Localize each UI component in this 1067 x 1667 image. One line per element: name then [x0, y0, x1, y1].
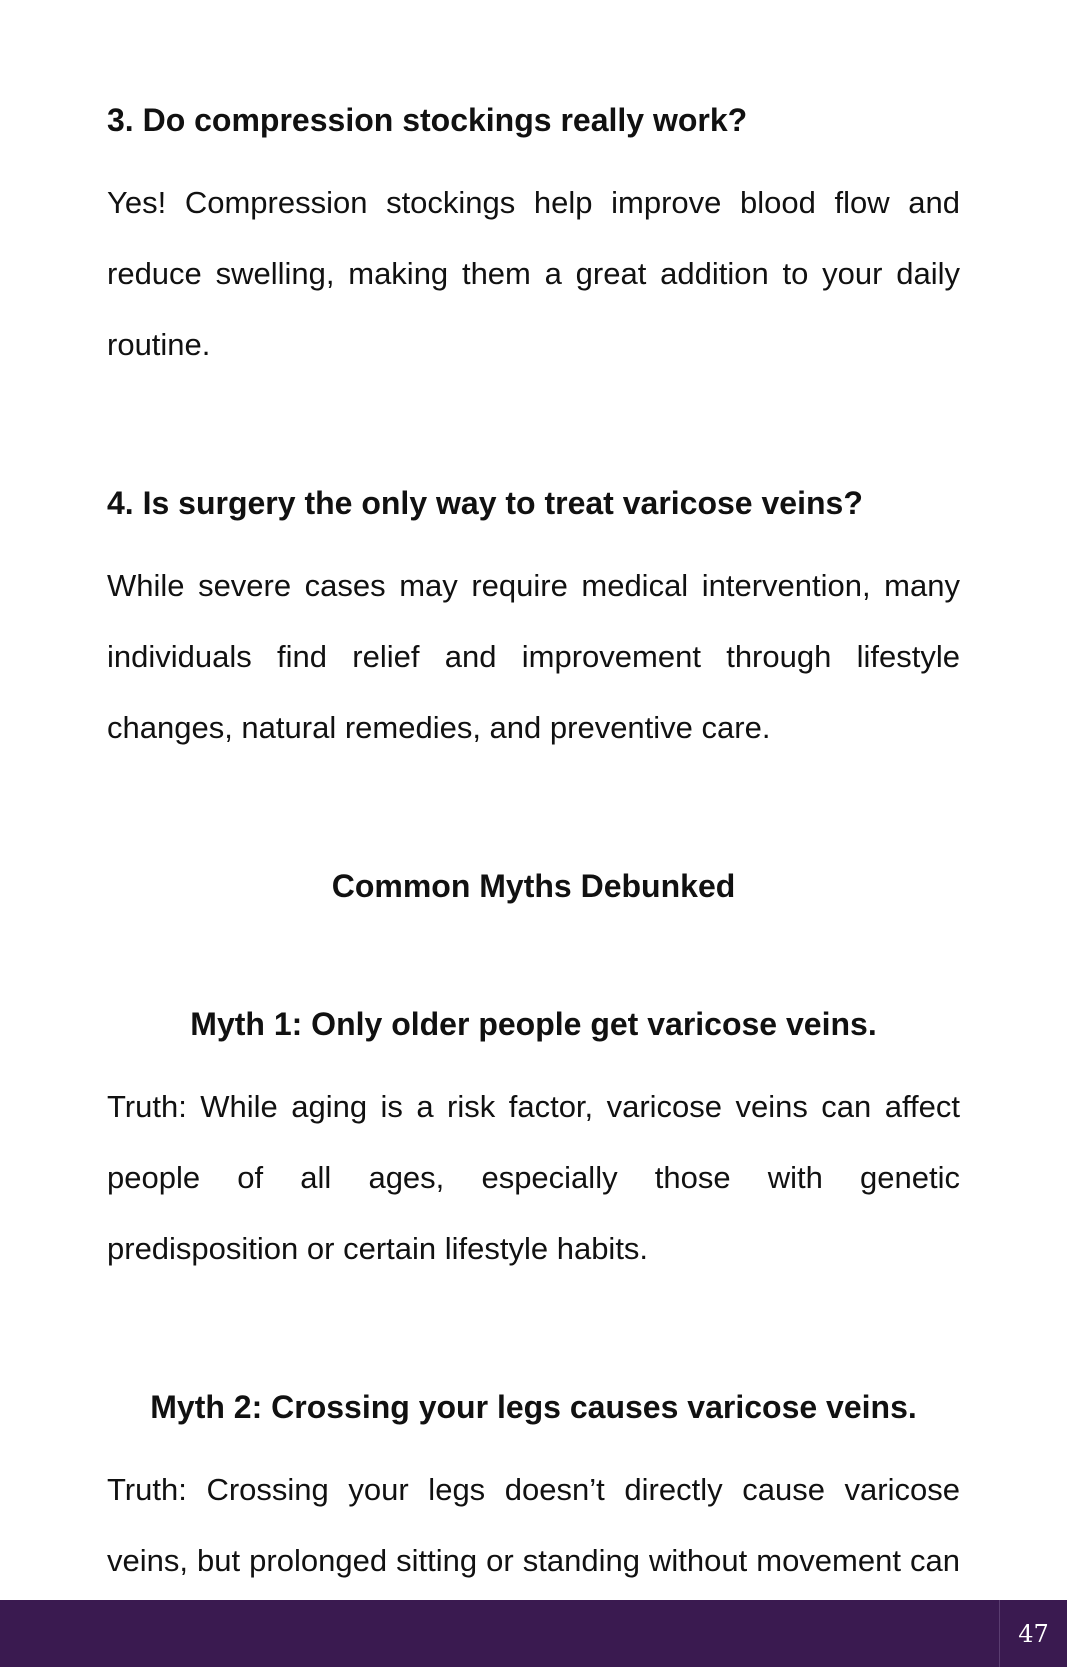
answer-paragraph-3: Yes! Compression stockings help improve blood flow and reduce swelling, making them a great addition to your daily routine. — [107, 185, 960, 362]
question-heading-3: 3. Do compression stockings really work? — [107, 102, 748, 138]
page-number: 47 — [999, 1600, 1067, 1667]
myth-truth-paragraph-1: Truth: While aging is a risk factor, varicose veins can affect people of all ages, especially those with genetic predisposition or certain lifestyle habits. — [107, 1089, 960, 1266]
myth-heading-2: Myth 2: Crossing your legs causes varicose veins. — [150, 1389, 917, 1425]
myth-heading-1: Myth 1: Only older people get varicose veins. — [190, 1006, 877, 1042]
myths-section-title: Common Myths Debunked — [331, 868, 736, 904]
myth-truth-paragraph-2: Truth: Crossing your legs doesn’t directly cause varicose veins, but prolonged sitting or standing without movement can — [107, 1472, 960, 1578]
question-heading-4: 4. Is surgery the only way to treat varicose veins? — [107, 485, 863, 521]
page-footer-bar — [0, 1600, 1067, 1667]
answer-paragraph-4: While severe cases may require medical intervention, many individuals find relief and improvement through lifestyle changes, natural remedies, and preventive care. — [107, 568, 960, 745]
page-content — [107, 95, 960, 1667]
